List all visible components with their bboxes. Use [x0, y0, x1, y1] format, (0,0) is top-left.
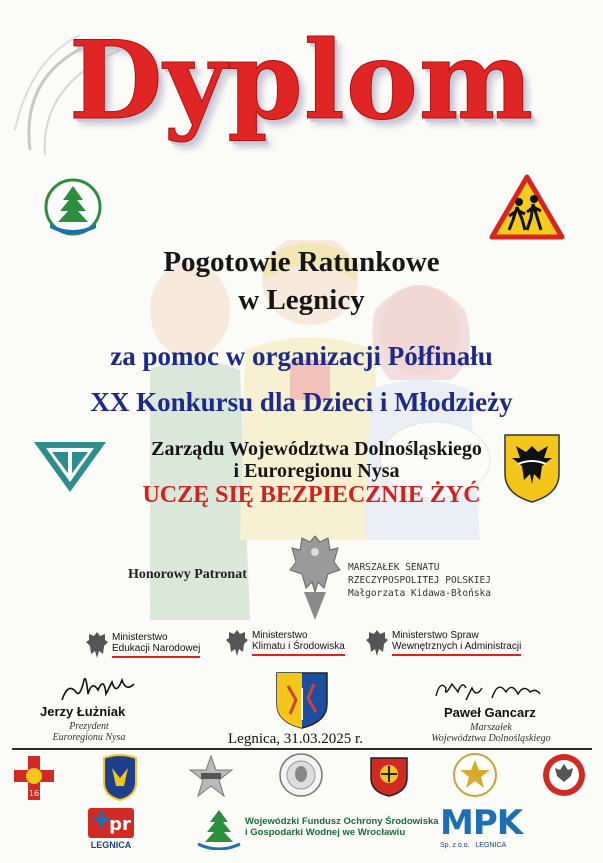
signatory-right-role — [426, 722, 556, 744]
wfosigw-line-2: i Gospodarki Wodnej we Wrocławiu — [245, 827, 406, 838]
green-tree-logo-icon — [44, 178, 102, 236]
ministry-climate — [226, 628, 345, 658]
ministry-education — [86, 630, 200, 660]
senate-title-1: MARSZAŁEK SENATU — [348, 562, 440, 573]
wfosigw-line-1: Wojewódzki Fundusz Ochrony Środowiska — [245, 816, 439, 827]
honorary-patronage-label: Honorowy Patronat — [128, 567, 247, 582]
mpk-logo-text: MPK — [440, 803, 523, 843]
senate-eagle-emblem-icon — [286, 530, 344, 622]
organizer-line-2: i Euroregionu Nysa — [233, 460, 400, 482]
school-patron-seal-icon — [278, 752, 324, 798]
ambulance-star-of-life-icon — [88, 804, 134, 840]
emergency-rescue-seal-icon — [452, 752, 498, 798]
ministry-education-line-2: Edukacji Narodowej — [112, 643, 200, 658]
senate-marshal-block — [348, 561, 491, 600]
police-star-badge-icon — [188, 754, 234, 800]
svg-text:16: 16 — [28, 789, 40, 798]
fire-service-shield-icon — [368, 752, 410, 798]
mpk-legnica-logo — [440, 804, 524, 856]
signatory-right-role-1: Marszałek — [470, 722, 512, 733]
pr-legnica-label: LEGNICA — [90, 840, 132, 850]
footer-divider — [12, 748, 592, 750]
ministry-climate-line-2: Klimatu i Środowiska — [252, 641, 345, 656]
recipient-line-2: w Legnicy — [238, 284, 365, 316]
wfosigw-label — [245, 816, 439, 838]
senate-title-2: RZECZYPOSPOLITEJ POLSKIEJ — [348, 575, 491, 586]
ministry-education-line-1: Ministerstwo — [112, 632, 168, 643]
polish-eagle-icon — [86, 630, 108, 660]
reason-line-2: XX Konkursu dla Dzieci i Młodzieży — [90, 387, 513, 417]
issue-date: Legnica, 31.03.2025 r. — [228, 731, 363, 747]
diploma-title: Dyplom — [68, 18, 535, 144]
road-safety-seal-icon — [541, 752, 587, 798]
reason-line-1: za pomoc w organizacji Półfinału — [110, 341, 493, 371]
signature-right — [432, 674, 542, 708]
signatory-right-role-2: Województwa Dolnośląskiego — [431, 733, 551, 744]
slogan: UCZĘ SIĘ BEZPIECZNIE ŻYĆ — [142, 482, 481, 508]
signature-left — [58, 672, 138, 706]
signatory-left-role-2: Euroregionu Nysa — [52, 732, 126, 743]
ministry-climate-line-1: Ministerstwo — [252, 630, 308, 641]
ministry-interior-line-1: Ministerstwo Spraw — [392, 630, 479, 641]
army-cross-logo-icon — [12, 754, 56, 802]
ministry-interior — [366, 628, 521, 658]
wfosigw-tree-logo-icon — [196, 808, 242, 850]
legnica-coat-of-arms-icon — [274, 670, 330, 730]
signatory-right-name: Paweł Gancarz — [444, 705, 536, 720]
senate-marshal-name: Małgorzata Kidawa-Błońska — [348, 588, 491, 599]
mpk-sub-label: Sp. z o.o. LEGNICA — [440, 842, 507, 849]
ministry-interior-line-2: Wewnętrznych i Administracji — [392, 641, 521, 656]
polish-eagle-icon — [366, 628, 388, 658]
recipient-line-1: Pogotowie Ratunkowe — [163, 246, 440, 278]
pr-legnica-logo — [88, 804, 134, 854]
signatory-left-name: Jerzy Łużniak — [40, 704, 126, 719]
polish-eagle-icon — [226, 628, 248, 658]
organizer-line-1: Zarządu Województwa Dolnośląskiego — [151, 438, 482, 460]
school-crossing-sign-icon — [489, 174, 565, 240]
signatory-left-role-1: Prezydent — [69, 721, 109, 732]
svg-text:pr: pr — [109, 814, 131, 835]
signatory-left-role — [34, 721, 144, 743]
fire-brigade-badge-icon — [100, 752, 140, 802]
